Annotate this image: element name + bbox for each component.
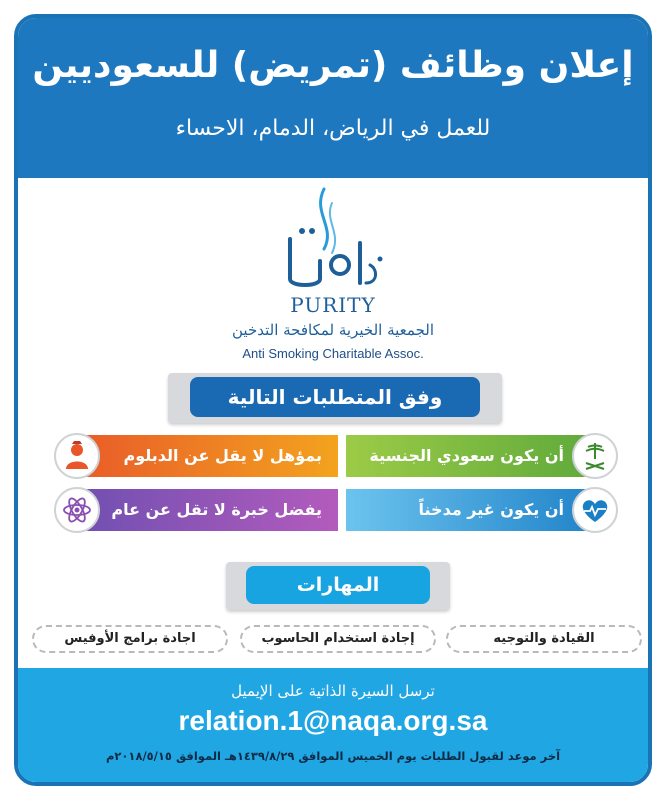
requirement-label: أن يكون سعودي الجنسية [369, 446, 564, 465]
purity-logo-icon [228, 183, 438, 293]
send-cv-text: ترسل السيرة الذاتية على الإيميل [231, 682, 435, 700]
application-deadline: آخر موعد لقبول الطلبات يوم الخميس الموافق ١٤٣٩/٨/٢٩هـ الموافق ٢٠١٨/٥/١٥م [105, 749, 561, 763]
requirement-card-non-smoker [346, 489, 614, 531]
logo-latin-word: PURITY [290, 293, 376, 317]
requirement-label: يفضل خبرة لا تقل عن عام [111, 500, 322, 519]
requirement-card-nationality [346, 435, 614, 477]
requirement-card-qualification [58, 435, 338, 477]
requirement-label: بمؤهل لا يقل عن الدبلوم [123, 446, 322, 465]
requirements-heading: وفق المتطلبات التالية [190, 377, 480, 417]
page-subtitle: للعمل في الرياض، الدمام، الاحساء [175, 116, 491, 141]
footer-banner [18, 668, 648, 786]
requirement-label: أن يكون غير مدخناً [418, 500, 564, 519]
contact-email[interactable]: relation.1@naqa.org.sa [178, 705, 488, 736]
nurse-icon [54, 433, 100, 479]
header-banner [18, 18, 648, 178]
skill-pill-office: اجادة برامج الأوفيس [32, 625, 228, 653]
purity-logo [18, 183, 648, 368]
announcement-frame [14, 14, 652, 786]
logo-arabic-org-name: الجمعية الخيرية لمكافحة التدخين [232, 321, 434, 339]
skill-pill-computer: إجادة استخدام الحاسوب [240, 625, 436, 653]
heartbeat-icon [572, 487, 618, 533]
skill-pill-leadership: القيادة والتوجيه [446, 625, 642, 653]
skills-heading: المهارات [246, 566, 430, 604]
requirement-card-experience [58, 489, 338, 531]
logo-english-org-name: Anti Smoking Charitable Assoc. [242, 346, 424, 361]
atom-icon [54, 487, 100, 533]
saudi-emblem-icon [572, 433, 618, 479]
page-title: إعلان وظائف (تمريض) للسعوديين [32, 45, 634, 86]
